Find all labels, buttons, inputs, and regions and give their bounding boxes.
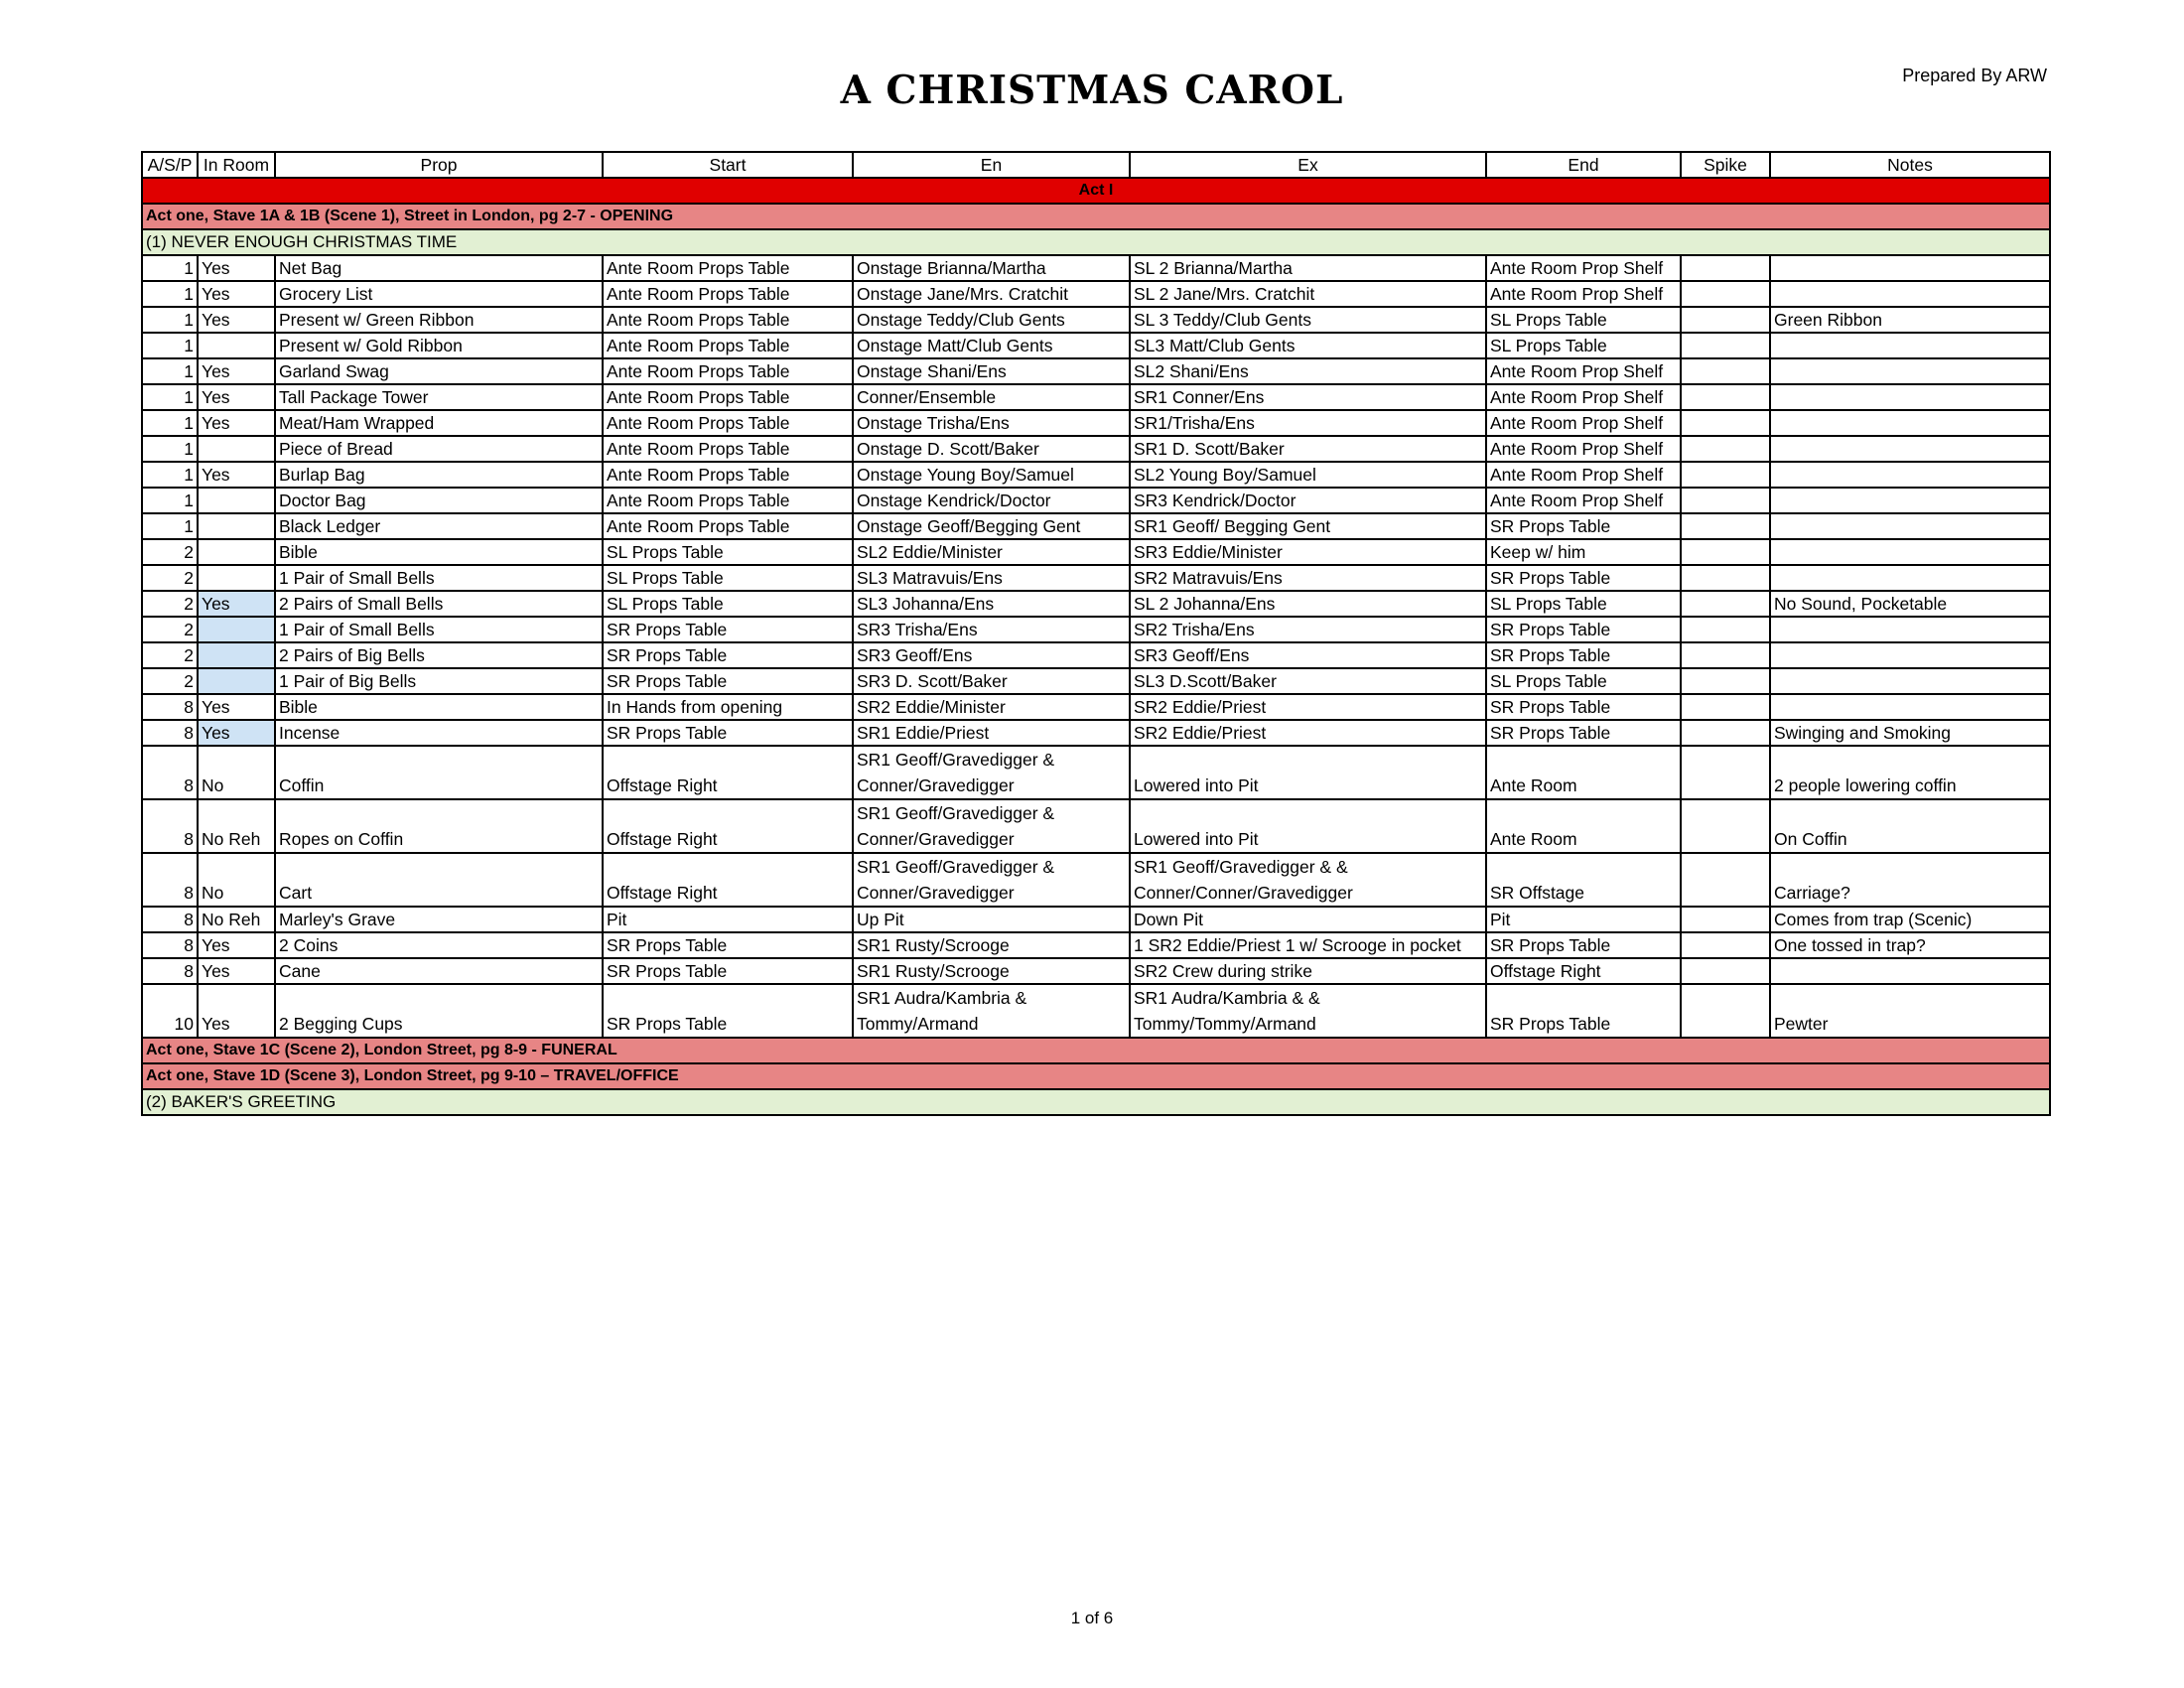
start-cell: SL Props Table <box>603 565 853 591</box>
in-room-cell: Yes <box>198 358 275 384</box>
prop-cell: 2 Begging Cups <box>275 984 603 1038</box>
in-room-cell: No <box>198 746 275 799</box>
prop-cell: Meat/Ham Wrapped <box>275 410 603 436</box>
end-cell: Ante Room Prop Shelf <box>1486 462 1681 488</box>
en-cell: SR1 Rusty/Scrooge <box>853 958 1130 984</box>
notes-cell <box>1770 617 2050 642</box>
col-header-notes: Notes <box>1770 152 2050 178</box>
col-header-spike: Spike <box>1681 152 1770 178</box>
ex-cell: Lowered into Pit <box>1130 799 1486 853</box>
en-cell: SR3 D. Scott/Baker <box>853 668 1130 694</box>
ex-cell: Down Pit <box>1130 907 1486 932</box>
in-room-cell <box>198 668 275 694</box>
prop-cell: Piece of Bread <box>275 436 603 462</box>
ex-cell: SL 2 Jane/Mrs. Cratchit <box>1130 281 1486 307</box>
notes-cell <box>1770 513 2050 539</box>
end-cell: Ante Room Prop Shelf <box>1486 358 1681 384</box>
ex-cell: SR2 Eddie/Priest <box>1130 694 1486 720</box>
prop-cell: Cane <box>275 958 603 984</box>
asp-cell: 2 <box>142 617 198 642</box>
ex-cell: SL 3 Teddy/Club Gents <box>1130 307 1486 333</box>
asp-cell: 8 <box>142 958 198 984</box>
start-cell: Ante Room Props Table <box>603 255 853 281</box>
asp-cell: 1 <box>142 436 198 462</box>
asp-cell: 1 <box>142 513 198 539</box>
en-cell: Onstage Young Boy/Samuel <box>853 462 1130 488</box>
in-room-cell <box>198 539 275 565</box>
in-room-cell <box>198 436 275 462</box>
asp-cell: 8 <box>142 907 198 932</box>
end-cell: Pit <box>1486 907 1681 932</box>
table-row <box>142 462 2050 488</box>
prop-cell: 1 Pair of Small Bells <box>275 565 603 591</box>
ex-cell: SR2 Trisha/Ens <box>1130 617 1486 642</box>
en-cell: Onstage Brianna/Martha <box>853 255 1130 281</box>
notes-cell <box>1770 668 2050 694</box>
end-cell: Ante Room Prop Shelf <box>1486 384 1681 410</box>
end-cell: SR Props Table <box>1486 513 1681 539</box>
prop-cell: Burlap Bag <box>275 462 603 488</box>
prop-cell: 2 Pairs of Big Bells <box>275 642 603 668</box>
notes-cell: Carriage? <box>1770 853 2050 907</box>
prop-cell: Cart <box>275 853 603 907</box>
asp-cell: 1 <box>142 333 198 358</box>
ex-cell: SR1 Audra/Kambria & & Tommy/Tommy/Armand <box>1130 984 1486 1038</box>
prop-cell: 1 Pair of Big Bells <box>275 668 603 694</box>
table-row <box>142 853 2050 907</box>
table-row <box>142 436 2050 462</box>
in-room-cell: No Reh <box>198 799 275 853</box>
start-cell: SL Props Table <box>603 539 853 565</box>
ex-cell: SR2 Eddie/Priest <box>1130 720 1486 746</box>
prop-cell: 2 Pairs of Small Bells <box>275 591 603 617</box>
notes-cell: No Sound, Pocketable <box>1770 591 2050 617</box>
table-row <box>142 642 2050 668</box>
asp-cell: 8 <box>142 746 198 799</box>
start-cell: Pit <box>603 907 853 932</box>
spike-cell <box>1681 720 1770 746</box>
end-cell: Offstage Right <box>1486 958 1681 984</box>
asp-cell: 8 <box>142 799 198 853</box>
start-cell: Ante Room Props Table <box>603 333 853 358</box>
spike-cell <box>1681 255 1770 281</box>
spike-cell <box>1681 565 1770 591</box>
col-header-prop: Prop <box>275 152 603 178</box>
song-row <box>142 229 2050 255</box>
table-row <box>142 799 2050 853</box>
end-cell: Ante Room Prop Shelf <box>1486 436 1681 462</box>
in-room-cell: No Reh <box>198 907 275 932</box>
table-row <box>142 932 2050 958</box>
asp-cell: 1 <box>142 462 198 488</box>
prop-cell: Marley's Grave <box>275 907 603 932</box>
start-cell: Ante Room Props Table <box>603 462 853 488</box>
col-header-start: Start <box>603 152 853 178</box>
prop-cell: Garland Swag <box>275 358 603 384</box>
ex-cell: SL 2 Brianna/Martha <box>1130 255 1486 281</box>
spike-cell <box>1681 746 1770 799</box>
asp-cell: 8 <box>142 720 198 746</box>
end-cell: SL Props Table <box>1486 591 1681 617</box>
spike-cell <box>1681 333 1770 358</box>
song-label: (1) NEVER ENOUGH CHRISTMAS TIME <box>142 229 2050 255</box>
start-cell: Ante Room Props Table <box>603 436 853 462</box>
table-row <box>142 668 2050 694</box>
page-number: 1 of 6 <box>1070 1609 1114 1627</box>
notes-cell <box>1770 358 2050 384</box>
prop-cell: Net Bag <box>275 255 603 281</box>
notes-cell <box>1770 565 2050 591</box>
in-room-cell: Yes <box>198 958 275 984</box>
table-row <box>142 410 2050 436</box>
ex-cell: SL 2 Johanna/Ens <box>1130 591 1486 617</box>
col-header-in-room: In Room <box>198 152 275 178</box>
start-cell: In Hands from opening <box>603 694 853 720</box>
start-cell: Offstage Right <box>603 853 853 907</box>
table-row <box>142 958 2050 984</box>
in-room-cell: Yes <box>198 984 275 1038</box>
spike-cell <box>1681 642 1770 668</box>
prop-cell: Ropes on Coffin <box>275 799 603 853</box>
end-cell: SR Props Table <box>1486 720 1681 746</box>
start-cell: SR Props Table <box>603 958 853 984</box>
end-cell: SR Props Table <box>1486 984 1681 1038</box>
prop-cell: Grocery List <box>275 281 603 307</box>
start-cell: SR Props Table <box>603 617 853 642</box>
en-cell: SR1 Eddie/Priest <box>853 720 1130 746</box>
end-cell: SL Props Table <box>1486 333 1681 358</box>
col-header-en: En <box>853 152 1130 178</box>
notes-cell: Comes from trap (Scenic) <box>1770 907 2050 932</box>
ex-cell: SR3 Eddie/Minister <box>1130 539 1486 565</box>
ex-cell: SR1 D. Scott/Baker <box>1130 436 1486 462</box>
scene-label: Act one, Stave 1C (Scene 2), London Street, pg 8-9 - FUNERAL <box>142 1038 2050 1063</box>
notes-cell <box>1770 488 2050 513</box>
notes-cell <box>1770 539 2050 565</box>
asp-cell: 8 <box>142 853 198 907</box>
in-room-cell: Yes <box>198 307 275 333</box>
ex-cell: SR2 Crew during strike <box>1130 958 1486 984</box>
start-cell: Offstage Right <box>603 799 853 853</box>
en-cell: Up Pit <box>853 907 1130 932</box>
en-cell: SR1 Geoff/Gravedigger & Conner/Gravedigger <box>853 746 1130 799</box>
document-title: A CHRISTMAS CAROL <box>840 68 1344 113</box>
asp-cell: 1 <box>142 358 198 384</box>
prop-cell: Coffin <box>275 746 603 799</box>
col-header-end: End <box>1486 152 1681 178</box>
spike-cell <box>1681 384 1770 410</box>
ex-cell: SR2 Matravuis/Ens <box>1130 565 1486 591</box>
start-cell: SL Props Table <box>603 591 853 617</box>
table-row <box>142 539 2050 565</box>
start-cell: SR Props Table <box>603 984 853 1038</box>
en-cell: SR2 Eddie/Minister <box>853 694 1130 720</box>
start-cell: Ante Room Props Table <box>603 488 853 513</box>
in-room-cell: Yes <box>198 384 275 410</box>
col-header-ex: Ex <box>1130 152 1486 178</box>
en-cell: Onstage D. Scott/Baker <box>853 436 1130 462</box>
in-room-cell <box>198 642 275 668</box>
start-cell: SR Props Table <box>603 668 853 694</box>
table-row <box>142 358 2050 384</box>
table-row <box>142 617 2050 642</box>
end-cell: SR Props Table <box>1486 642 1681 668</box>
asp-cell: 1 <box>142 384 198 410</box>
notes-cell <box>1770 255 2050 281</box>
spike-cell <box>1681 853 1770 907</box>
spike-cell <box>1681 907 1770 932</box>
end-cell: SR Props Table <box>1486 694 1681 720</box>
table-row <box>142 694 2050 720</box>
notes-cell: Swinging and Smoking <box>1770 720 2050 746</box>
en-cell: SR1 Geoff/Gravedigger & Conner/Gravedigger <box>853 799 1130 853</box>
end-cell: Keep w/ him <box>1486 539 1681 565</box>
spike-cell <box>1681 591 1770 617</box>
ex-cell: SL2 Young Boy/Samuel <box>1130 462 1486 488</box>
table-row <box>142 307 2050 333</box>
end-cell: Ante Room Prop Shelf <box>1486 281 1681 307</box>
col-header-asp: A/S/P <box>142 152 198 178</box>
in-room-cell: Yes <box>198 281 275 307</box>
ex-cell: SR1/Trisha/Ens <box>1130 410 1486 436</box>
end-cell: SR Offstage <box>1486 853 1681 907</box>
en-cell: SR1 Rusty/Scrooge <box>853 932 1130 958</box>
act-row <box>142 178 2050 204</box>
spike-cell <box>1681 539 1770 565</box>
prop-cell: Present w/ Green Ribbon <box>275 307 603 333</box>
start-cell: Ante Room Props Table <box>603 307 853 333</box>
asp-cell: 1 <box>142 281 198 307</box>
notes-cell <box>1770 281 2050 307</box>
spike-cell <box>1681 307 1770 333</box>
end-cell: Ante Room <box>1486 746 1681 799</box>
prop-cell: Tall Package Tower <box>275 384 603 410</box>
in-room-cell <box>198 565 275 591</box>
en-cell: SL3 Matravuis/Ens <box>853 565 1130 591</box>
scene-row <box>142 1038 2050 1063</box>
asp-cell: 2 <box>142 591 198 617</box>
in-room-cell: Yes <box>198 462 275 488</box>
table-row <box>142 565 2050 591</box>
start-cell: Ante Room Props Table <box>603 513 853 539</box>
asp-cell: 10 <box>142 984 198 1038</box>
song-label: (2) BAKER'S GREETING <box>142 1089 2050 1115</box>
start-cell: SR Props Table <box>603 720 853 746</box>
spike-cell <box>1681 513 1770 539</box>
in-room-cell <box>198 617 275 642</box>
en-cell: SR1 Geoff/Gravedigger & Conner/Gravedigger <box>853 853 1130 907</box>
end-cell: SR Props Table <box>1486 617 1681 642</box>
asp-cell: 1 <box>142 488 198 513</box>
asp-cell: 8 <box>142 932 198 958</box>
en-cell: SL3 Johanna/Ens <box>853 591 1130 617</box>
prop-cell: Doctor Bag <box>275 488 603 513</box>
prop-cell: 1 Pair of Small Bells <box>275 617 603 642</box>
asp-cell: 1 <box>142 410 198 436</box>
ex-cell: 1 SR2 Eddie/Priest 1 w/ Scrooge in pocket <box>1130 932 1486 958</box>
start-cell: SR Props Table <box>603 642 853 668</box>
table-row <box>142 591 2050 617</box>
en-cell: Onstage Geoff/Begging Gent <box>853 513 1130 539</box>
spike-cell <box>1681 410 1770 436</box>
scene-label: Act one, Stave 1D (Scene 3), London Street, pg 9-10 – TRAVEL/OFFICE <box>142 1063 2050 1089</box>
in-room-cell <box>198 488 275 513</box>
notes-cell <box>1770 642 2050 668</box>
table-row <box>142 255 2050 281</box>
spike-cell <box>1681 281 1770 307</box>
in-room-cell <box>198 513 275 539</box>
spike-cell <box>1681 932 1770 958</box>
en-cell: SR3 Trisha/Ens <box>853 617 1130 642</box>
spike-cell <box>1681 984 1770 1038</box>
spike-cell <box>1681 358 1770 384</box>
props-table <box>141 151 2051 1116</box>
end-cell: Ante Room Prop Shelf <box>1486 410 1681 436</box>
ex-cell: SR1 Conner/Ens <box>1130 384 1486 410</box>
spike-cell <box>1681 436 1770 462</box>
notes-cell <box>1770 333 2050 358</box>
notes-cell <box>1770 694 2050 720</box>
end-cell: SL Props Table <box>1486 668 1681 694</box>
end-cell: Ante Room <box>1486 799 1681 853</box>
end-cell: Ante Room Prop Shelf <box>1486 488 1681 513</box>
spike-cell <box>1681 958 1770 984</box>
start-cell: Ante Room Props Table <box>603 410 853 436</box>
ex-cell: SR3 Geoff/Ens <box>1130 642 1486 668</box>
en-cell: SR3 Geoff/Ens <box>853 642 1130 668</box>
table-row <box>142 513 2050 539</box>
en-cell: Onstage Teddy/Club Gents <box>853 307 1130 333</box>
notes-cell: 2 people lowering coffin <box>1770 746 2050 799</box>
in-room-cell: Yes <box>198 410 275 436</box>
spike-cell <box>1681 617 1770 642</box>
prop-cell: Bible <box>275 694 603 720</box>
start-cell: SR Props Table <box>603 932 853 958</box>
start-cell: Ante Room Props Table <box>603 384 853 410</box>
in-room-cell: Yes <box>198 694 275 720</box>
prop-cell: Bible <box>275 539 603 565</box>
in-room-cell: Yes <box>198 255 275 281</box>
ex-cell: SR3 Kendrick/Doctor <box>1130 488 1486 513</box>
table-row <box>142 333 2050 358</box>
asp-cell: 2 <box>142 565 198 591</box>
scene-row <box>142 204 2050 229</box>
prop-cell: Incense <box>275 720 603 746</box>
notes-cell <box>1770 462 2050 488</box>
en-cell: Conner/Ensemble <box>853 384 1130 410</box>
ex-cell: SL2 Shani/Ens <box>1130 358 1486 384</box>
in-room-cell: Yes <box>198 591 275 617</box>
en-cell: Onstage Matt/Club Gents <box>853 333 1130 358</box>
notes-cell <box>1770 410 2050 436</box>
ex-cell: Lowered into Pit <box>1130 746 1486 799</box>
prop-cell: Black Ledger <box>275 513 603 539</box>
en-cell: Onstage Kendrick/Doctor <box>853 488 1130 513</box>
notes-cell <box>1770 958 2050 984</box>
start-cell: Offstage Right <box>603 746 853 799</box>
prop-cell: Present w/ Gold Ribbon <box>275 333 603 358</box>
end-cell: SR Props Table <box>1486 565 1681 591</box>
prop-cell: 2 Coins <box>275 932 603 958</box>
spike-cell <box>1681 488 1770 513</box>
end-cell: Ante Room Prop Shelf <box>1486 255 1681 281</box>
spike-cell <box>1681 799 1770 853</box>
in-room-cell: Yes <box>198 932 275 958</box>
table-row <box>142 907 2050 932</box>
scene-label: Act one, Stave 1A & 1B (Scene 1), Street in London, pg 2-7 - OPENING <box>142 204 2050 229</box>
in-room-cell <box>198 333 275 358</box>
table-row <box>142 488 2050 513</box>
in-room-cell: Yes <box>198 720 275 746</box>
en-cell: SR1 Audra/Kambria & Tommy/Armand <box>853 984 1130 1038</box>
notes-cell: Pewter <box>1770 984 2050 1038</box>
end-cell: SL Props Table <box>1486 307 1681 333</box>
table-row <box>142 384 2050 410</box>
ex-cell: SR1 Geoff/ Begging Gent <box>1130 513 1486 539</box>
spike-cell <box>1681 462 1770 488</box>
notes-cell: One tossed in trap? <box>1770 932 2050 958</box>
spike-cell <box>1681 694 1770 720</box>
start-cell: Ante Room Props Table <box>603 358 853 384</box>
asp-cell: 1 <box>142 255 198 281</box>
asp-cell: 1 <box>142 307 198 333</box>
end-cell: SR Props Table <box>1486 932 1681 958</box>
asp-cell: 2 <box>142 539 198 565</box>
ex-cell: SL3 D.Scott/Baker <box>1130 668 1486 694</box>
in-room-cell: No <box>198 853 275 907</box>
asp-cell: 2 <box>142 642 198 668</box>
en-cell: Onstage Trisha/Ens <box>853 410 1130 436</box>
prepared-by: Prepared By ARW <box>1902 66 2047 85</box>
notes-cell: Green Ribbon <box>1770 307 2050 333</box>
asp-cell: 8 <box>142 694 198 720</box>
spike-cell <box>1681 668 1770 694</box>
act-label: Act I <box>142 178 2050 204</box>
en-cell: Onstage Jane/Mrs. Cratchit <box>853 281 1130 307</box>
asp-cell: 2 <box>142 668 198 694</box>
en-cell: Onstage Shani/Ens <box>853 358 1130 384</box>
ex-cell: SR1 Geoff/Gravedigger & & Conner/Conner/Gravedigger <box>1130 853 1486 907</box>
table-row <box>142 984 2050 1038</box>
song-row <box>142 1089 2050 1115</box>
scene-row <box>142 1063 2050 1089</box>
start-cell: Ante Room Props Table <box>603 281 853 307</box>
notes-cell <box>1770 384 2050 410</box>
table-row <box>142 746 2050 799</box>
en-cell: SL2 Eddie/Minister <box>853 539 1130 565</box>
notes-cell: On Coffin <box>1770 799 2050 853</box>
ex-cell: SL3 Matt/Club Gents <box>1130 333 1486 358</box>
header-row <box>142 152 2050 178</box>
table-row <box>142 720 2050 746</box>
notes-cell <box>1770 436 2050 462</box>
table-row <box>142 281 2050 307</box>
